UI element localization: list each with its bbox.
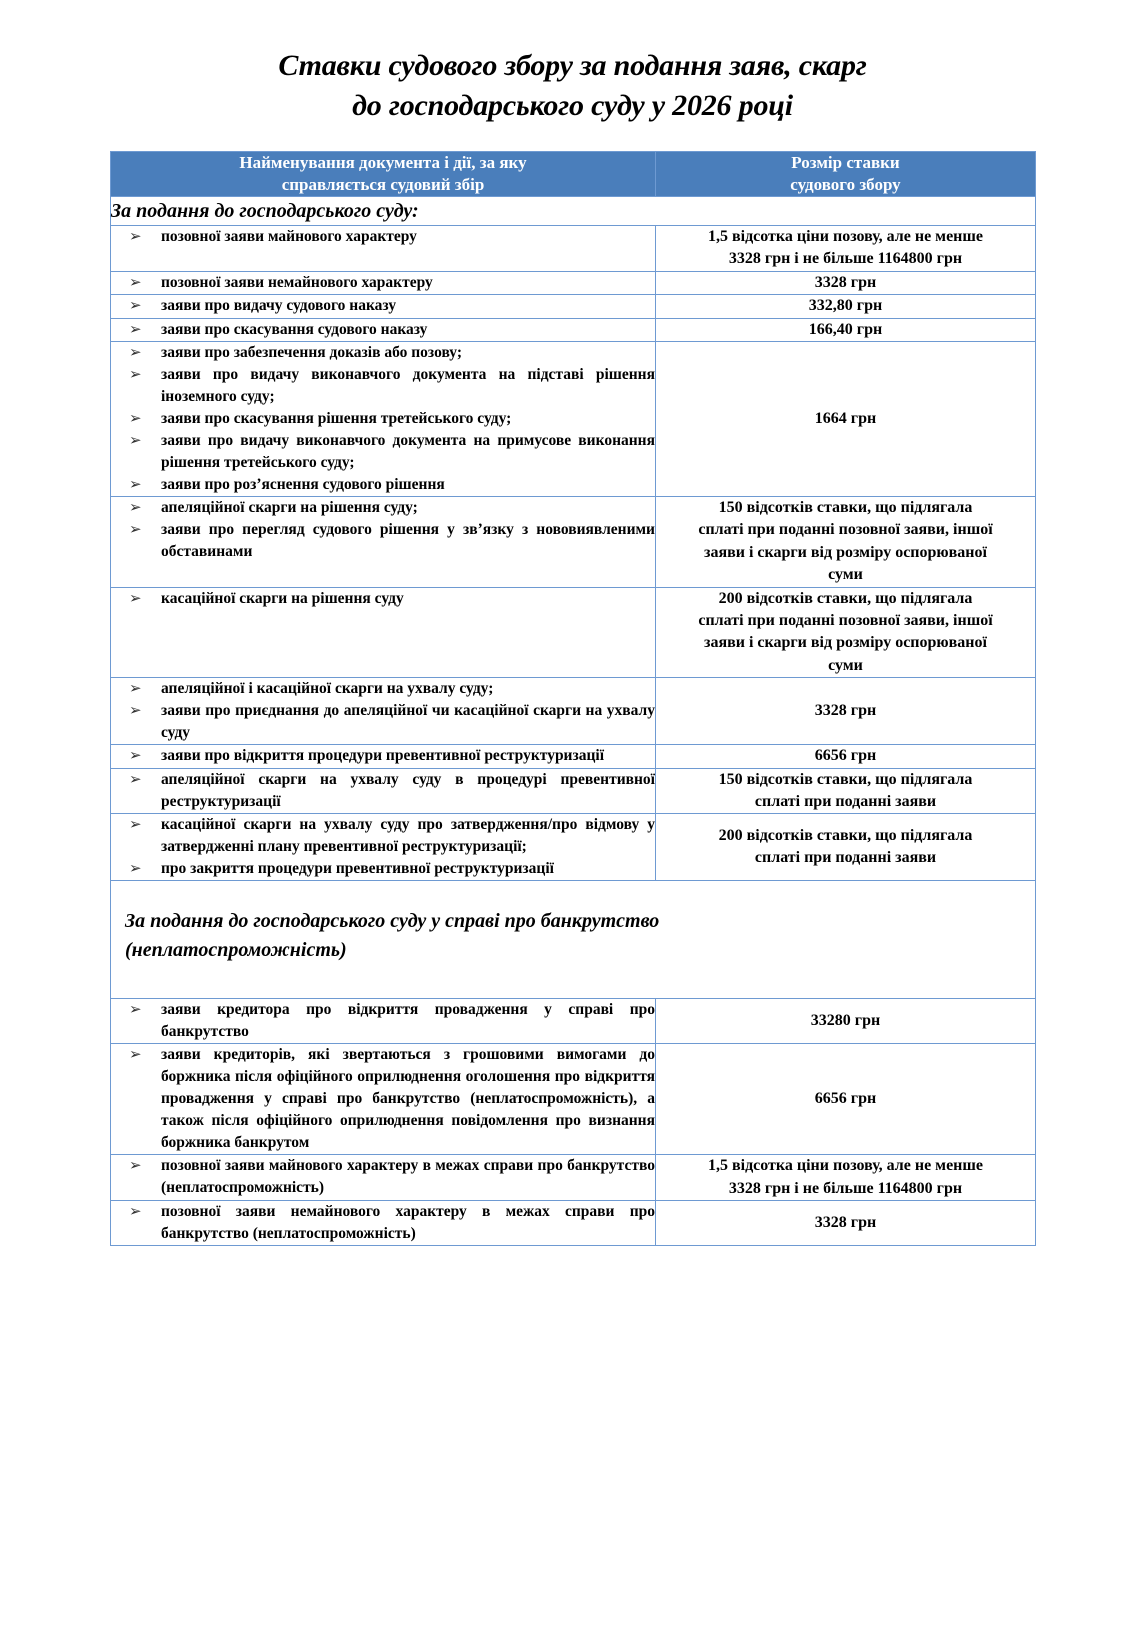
- fee-rate-line: заяви і скарги від розміру оспорюваної: [704, 543, 987, 561]
- fee-rate-line: сплаті при поданні заяви: [754, 849, 937, 867]
- list-item: [111, 272, 655, 294]
- list-item: [111, 474, 655, 496]
- table-row: [111, 1155, 1036, 1201]
- table-row: [111, 226, 1036, 272]
- fee-rate-line: сплаті при поданні позовної заяви, іншої: [698, 611, 993, 629]
- fee-description-cell: [111, 295, 656, 318]
- fee-rate-cell: [656, 226, 1036, 272]
- fee-item-list: [111, 814, 655, 880]
- list-item-label: заяви кредиторів, які звертаються з грошовими вимогами до боржника після офіційного оприлюднення оголошення про відкриття провадження у справі про банкрутство (неплатоспроможність), а також після офіційного оприлюднення повідомлення про визнання боржника банкрутом: [161, 1046, 655, 1152]
- fee-rate-line: сплаті при поданні позовної заяви, іншої: [698, 521, 993, 539]
- fee-rate-line: суми: [828, 656, 863, 674]
- section-heading-row: [111, 196, 1036, 225]
- fee-rate-cell: [656, 1155, 1036, 1201]
- column-header-description-line-2: справляється судовий збір: [281, 174, 485, 194]
- fee-item-list: [111, 342, 655, 496]
- fee-item-list: [111, 319, 655, 341]
- page-title-line-2: до господарського суду у 2026 році: [352, 88, 793, 122]
- arrow-bullet-icon: ➢: [129, 746, 142, 765]
- arrow-bullet-icon: ➢: [129, 227, 142, 246]
- fee-description-cell: [111, 1200, 656, 1245]
- fee-rate-line: 3328 грн: [814, 1213, 877, 1231]
- fee-description-cell: [111, 587, 656, 678]
- page-title: [110, 46, 1035, 125]
- list-item: [111, 408, 655, 430]
- table-row: [111, 1044, 1036, 1155]
- fee-description-cell: [111, 497, 656, 588]
- table-row: [111, 768, 1036, 814]
- list-item-label: заяви про роз’яснення судового рішення: [161, 476, 445, 494]
- list-item-label: заяви про відкриття процедури превентивної реструктуризації: [161, 747, 605, 765]
- section-heading: [111, 881, 1036, 999]
- list-item-label: заяви про перегляд судового рішення у зв’язку з нововиявленими обставинами: [161, 521, 655, 561]
- fee-rate-cell: [656, 678, 1036, 745]
- section-heading: [111, 196, 1036, 225]
- fee-rate-line: 6656 грн: [814, 747, 877, 765]
- arrow-bullet-icon: ➢: [129, 272, 142, 291]
- table-row: [111, 678, 1036, 745]
- list-item: [111, 319, 655, 341]
- list-item: [111, 999, 655, 1043]
- list-item: [111, 769, 655, 813]
- page-title-line-1: Ставки судового збору за подання заяв, скарг: [278, 49, 867, 82]
- section-heading-row: [111, 881, 1036, 999]
- list-item-label: апеляційної скарги на рішення суду;: [161, 499, 418, 517]
- fee-description-cell: [111, 745, 656, 768]
- fee-item-list: [111, 999, 655, 1043]
- fee-rate-line: 1,5 відсотка ціни позову, але не менше: [707, 1157, 984, 1175]
- list-item: [111, 226, 655, 248]
- fee-rate-line: 200 відсотків ставки, що підлягала: [718, 589, 973, 607]
- fee-rate-cell: [656, 999, 1036, 1044]
- fee-rate-line: 200 відсотків ставки, що підлягала: [718, 826, 973, 844]
- arrow-bullet-icon: ➢: [129, 520, 142, 539]
- fee-item-list: [111, 295, 655, 317]
- table-row: [111, 814, 1036, 881]
- arrow-bullet-icon: ➢: [129, 343, 142, 362]
- fee-rate-line: 150 відсотків ставки, що підлягала: [718, 770, 973, 788]
- column-header-rate-line-1: Розмір ставки: [791, 153, 900, 173]
- list-item: [111, 1044, 655, 1154]
- table-row: [111, 1200, 1036, 1245]
- list-item-label: заяви про приєднання до апеляційної чи касаційної скарги на ухвалу суду: [161, 702, 655, 742]
- column-header-description-line-1: Найменування документа і дії, за яку: [239, 153, 527, 173]
- fee-description-cell: [111, 318, 656, 341]
- list-item-label: позовної заяви майнового характеру: [161, 228, 417, 246]
- arrow-bullet-icon: ➢: [129, 296, 142, 315]
- list-item: [111, 1155, 655, 1199]
- arrow-bullet-icon: ➢: [129, 701, 142, 720]
- fee-description-cell: [111, 226, 656, 272]
- list-item: [111, 430, 655, 474]
- arrow-bullet-icon: ➢: [129, 1156, 142, 1175]
- fee-rate-line: 166,40 грн: [808, 320, 883, 338]
- fee-item-list: [111, 1201, 655, 1245]
- fee-rate-cell: [656, 1044, 1036, 1155]
- fee-item-list: [111, 769, 655, 813]
- arrow-bullet-icon: ➢: [129, 815, 142, 834]
- fee-rate-line: 150 відсотків ставки, що підлягала: [718, 499, 973, 517]
- list-item-label: заяви кредитора про відкриття провадження у справі про банкрутство: [161, 1001, 655, 1041]
- fee-rate-line: 332,80 грн: [808, 297, 883, 315]
- table-row: [111, 271, 1036, 294]
- fee-rate-line: сплаті при поданні заяви: [754, 792, 937, 810]
- table-row: [111, 318, 1036, 341]
- list-item: [111, 497, 655, 519]
- table-row: [111, 745, 1036, 768]
- arrow-bullet-icon: ➢: [129, 769, 142, 788]
- fee-rate-line: 33280 грн: [810, 1011, 881, 1029]
- arrow-bullet-icon: ➢: [129, 498, 142, 517]
- fee-item-list: [111, 497, 655, 563]
- section-heading-line: За подання до господарського суду:: [111, 199, 419, 222]
- fee-rate-cell: [656, 1200, 1036, 1245]
- section-heading-line: За подання до господарського суду у справі про банкрутство: [125, 910, 660, 933]
- arrow-bullet-icon: ➢: [129, 588, 142, 607]
- fee-description-cell: [111, 1155, 656, 1201]
- list-item: [111, 364, 655, 408]
- fee-description-cell: [111, 342, 656, 497]
- table-header-row: [111, 152, 1036, 197]
- list-item-label: заяви про скасування рішення третейського суду;: [161, 410, 512, 428]
- list-item-label: заяви про видачу судового наказу: [161, 297, 397, 315]
- arrow-bullet-icon: ➢: [129, 679, 142, 698]
- fee-rate-line: заяви і скарги від розміру оспорюваної: [704, 634, 987, 652]
- arrow-bullet-icon: ➢: [129, 1000, 142, 1019]
- table-row: [111, 342, 1036, 497]
- fee-rate-cell: [656, 497, 1036, 588]
- fee-rate-line: 3328 грн і не більше 1164800 грн: [728, 250, 963, 268]
- list-item: [111, 678, 655, 700]
- arrow-bullet-icon: ➢: [129, 1045, 142, 1064]
- list-item-label: заяви про видачу виконавчого документа на примусове виконання рішення третейського суду;: [161, 432, 655, 472]
- table-body: [111, 196, 1036, 1245]
- fee-rate-line: 3328 грн: [814, 701, 877, 719]
- fee-description-cell: [111, 999, 656, 1044]
- fee-description-cell: [111, 1044, 656, 1155]
- fee-description-cell: [111, 768, 656, 814]
- arrow-bullet-icon: ➢: [129, 409, 142, 428]
- fee-item-list: [111, 272, 655, 294]
- list-item-label: заяви про забезпечення доказів або позову;: [161, 344, 462, 362]
- table-row: [111, 999, 1036, 1044]
- fee-rate-cell: [656, 587, 1036, 678]
- arrow-bullet-icon: ➢: [129, 365, 142, 384]
- column-header-rate-line-2: судового збору: [790, 174, 901, 194]
- fee-item-list: [111, 678, 655, 744]
- fee-description-cell: [111, 678, 656, 745]
- list-item: [111, 858, 655, 880]
- arrow-bullet-icon: ➢: [129, 859, 142, 878]
- list-item: [111, 1201, 655, 1245]
- list-item-label: заяви про видачу виконавчого документа на підставі рішення іноземного суду;: [161, 366, 655, 406]
- list-item-label: позовної заяви немайнового характеру в межах справи про банкрутство (неплатоспроможність): [161, 1202, 655, 1242]
- fee-item-list: [111, 1155, 655, 1199]
- list-item: [111, 814, 655, 858]
- section-heading-line: (неплатоспроможність): [125, 938, 347, 961]
- list-item-label: апеляційної скарги на ухвалу суду в процедурі превентивної реструктуризації: [161, 770, 655, 810]
- list-item-label: касаційної скарги на ухвалу суду про затвердження/про відмову у затвердженні плану превентивної реструктуризації;: [161, 816, 655, 856]
- fee-rate-line: суми: [828, 566, 863, 584]
- list-item-label: позовної заяви немайнового характеру: [161, 273, 433, 291]
- fee-rate-cell: [656, 745, 1036, 768]
- column-header-description: [111, 152, 656, 197]
- fee-item-list: [111, 1044, 655, 1154]
- fee-rate-line: 3328 грн і не більше 1164800 грн: [728, 1179, 963, 1197]
- list-item-label: касаційної скарги на рішення суду: [161, 589, 404, 607]
- list-item: [111, 700, 655, 744]
- table-header: [111, 152, 1036, 197]
- fee-rate-cell: [656, 342, 1036, 497]
- list-item-label: апеляційної і касаційної скарги на ухвалу суду;: [161, 680, 494, 698]
- fee-rate-line: 6656 грн: [814, 1089, 877, 1107]
- list-item: [111, 295, 655, 317]
- fee-rate-line: 1664 грн: [814, 409, 877, 427]
- court-fees-table: [110, 151, 1036, 1246]
- arrow-bullet-icon: ➢: [129, 475, 142, 494]
- list-item-label: заяви про скасування судового наказу: [161, 320, 428, 338]
- fee-description-cell: [111, 271, 656, 294]
- arrow-bullet-icon: ➢: [129, 319, 142, 338]
- column-header-rate: [656, 152, 1036, 197]
- arrow-bullet-icon: ➢: [129, 431, 142, 450]
- list-item-label: позовної заяви майнового характеру в межах справи про банкрутство (неплатоспроможність): [161, 1157, 655, 1197]
- list-item-label: про закриття процедури превентивної реструктуризації: [161, 860, 554, 878]
- list-item: [111, 519, 655, 563]
- fee-item-list: [111, 226, 655, 248]
- fee-rate-line: 3328 грн: [814, 273, 877, 291]
- table-row: [111, 295, 1036, 318]
- fee-rate-cell: [656, 814, 1036, 881]
- list-item: [111, 588, 655, 610]
- fee-item-list: [111, 745, 655, 767]
- fee-description-cell: [111, 814, 656, 881]
- fee-rate-cell: [656, 768, 1036, 814]
- fee-rate-cell: [656, 318, 1036, 341]
- fee-item-list: [111, 588, 655, 610]
- list-item: [111, 342, 655, 364]
- table-row: [111, 497, 1036, 588]
- fee-rate-cell: [656, 295, 1036, 318]
- list-item: [111, 745, 655, 767]
- arrow-bullet-icon: ➢: [129, 1201, 142, 1220]
- table-row: [111, 587, 1036, 678]
- fee-rate-cell: [656, 271, 1036, 294]
- fee-rate-line: 1,5 відсотка ціни позову, але не менше: [707, 228, 984, 246]
